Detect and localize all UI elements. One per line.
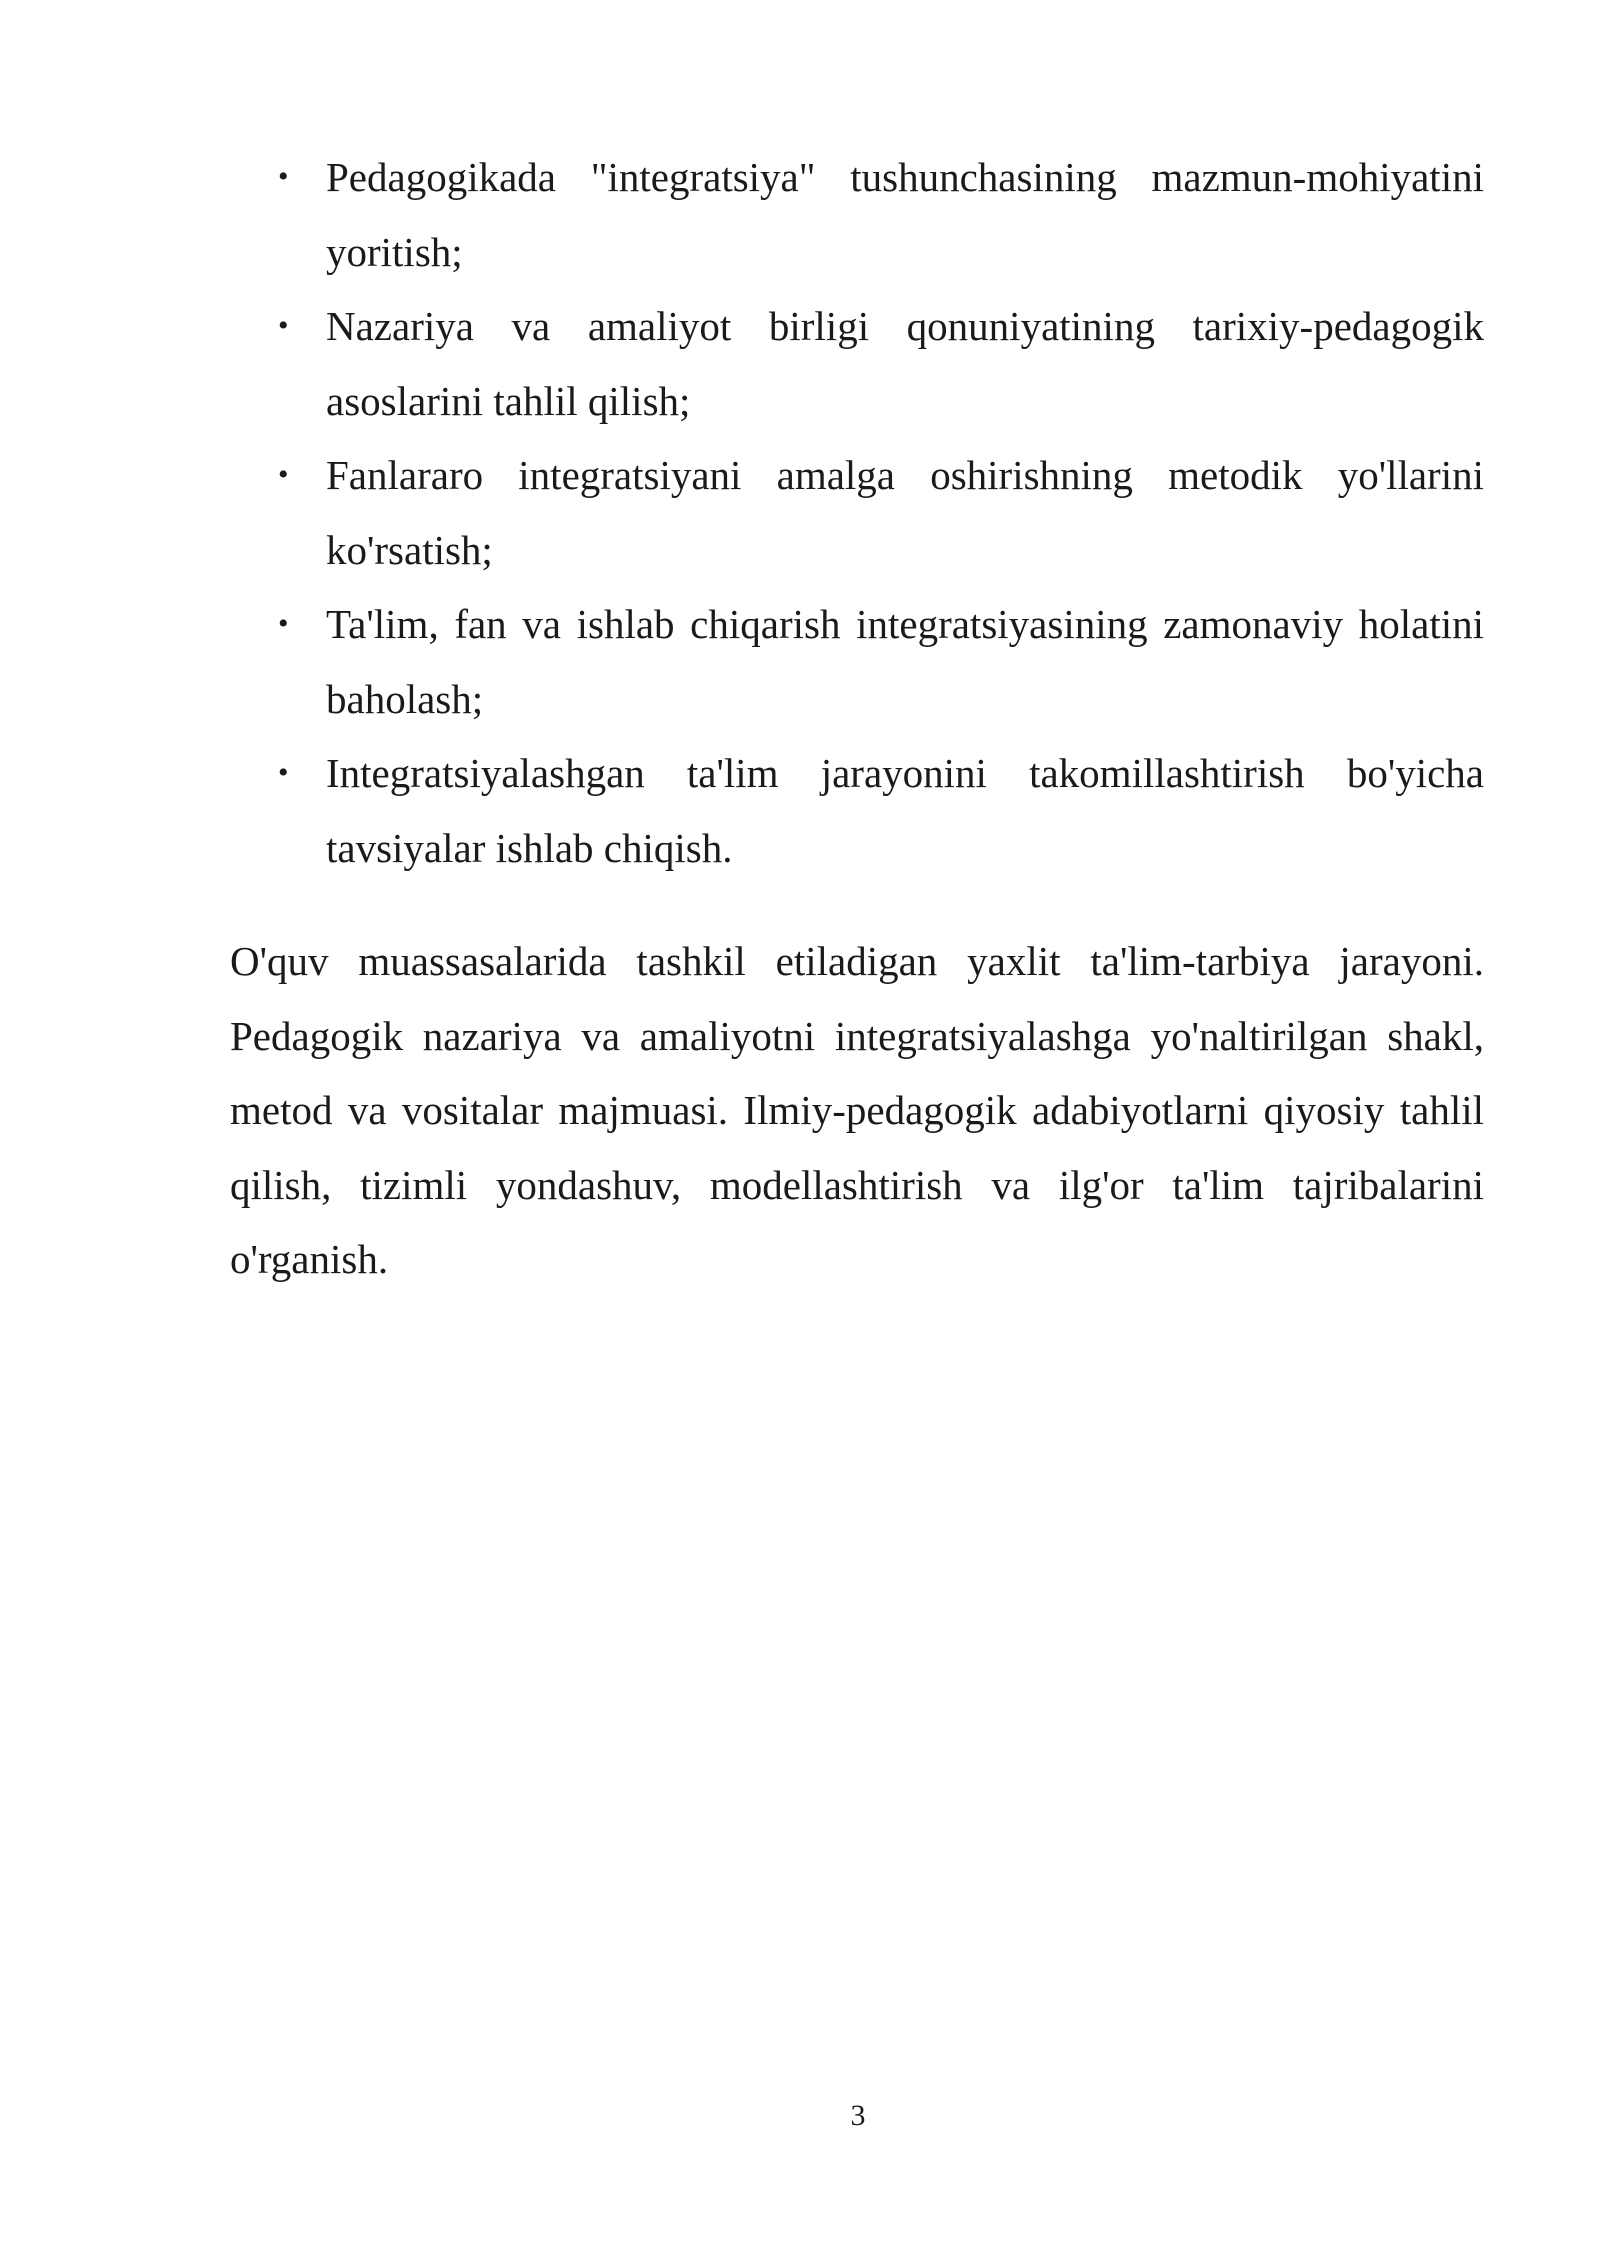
bullet-icon: • (278, 458, 289, 491)
list-item (230, 289, 1484, 438)
list-item-text: Fanlararo integratsiyani amalga oshirishning metodik yo'llarini ko'rsatish; (326, 452, 1484, 573)
bullet-icon: • (278, 607, 289, 640)
list-item (230, 140, 1484, 289)
list-item-text: Ta'lim, fan va ishlab chiqarish integratsiyasining zamonaviy holatini baholash; (326, 601, 1484, 722)
list-item (230, 736, 1484, 885)
list-item-text: Nazariya va amaliyot birligi qonuniyatining tarixiy-pedagogik asoslarini tahlil qilish; (326, 303, 1484, 424)
bullet-icon: • (278, 309, 289, 342)
list-item (230, 438, 1484, 587)
bullet-icon: • (278, 160, 289, 193)
methodology-paragraph: O'quv muassasalarida tashkil etiladigan yaxlit ta'lim-tarbiya jarayoni. Pedagogik nazariya va amaliyotni integratsiyalashga yo'naltirilgan shakl, metod va vositalar majmuasi. Ilmiy-pedagogik adabiyotlarni qiyosiy tahlil qilish, tizimli yondashuv, modellashtirish va ilg'or ta'lim tajribalarini o'rganish. (230, 938, 1484, 1282)
list-item-text: Pedagogikada "integratsiya" tushunchasining mazmun-mohiyatini yoritish; (326, 154, 1484, 275)
bullet-icon: • (278, 756, 289, 789)
list-item-text: Integratsiyalashgan ta'lim jarayonini takomillashtirish bo'yicha tavsiyalar ishlab chiqish. (326, 750, 1484, 871)
list-item (230, 587, 1484, 736)
objectives-list (230, 140, 1484, 885)
page-number: 3 (850, 2099, 866, 2132)
